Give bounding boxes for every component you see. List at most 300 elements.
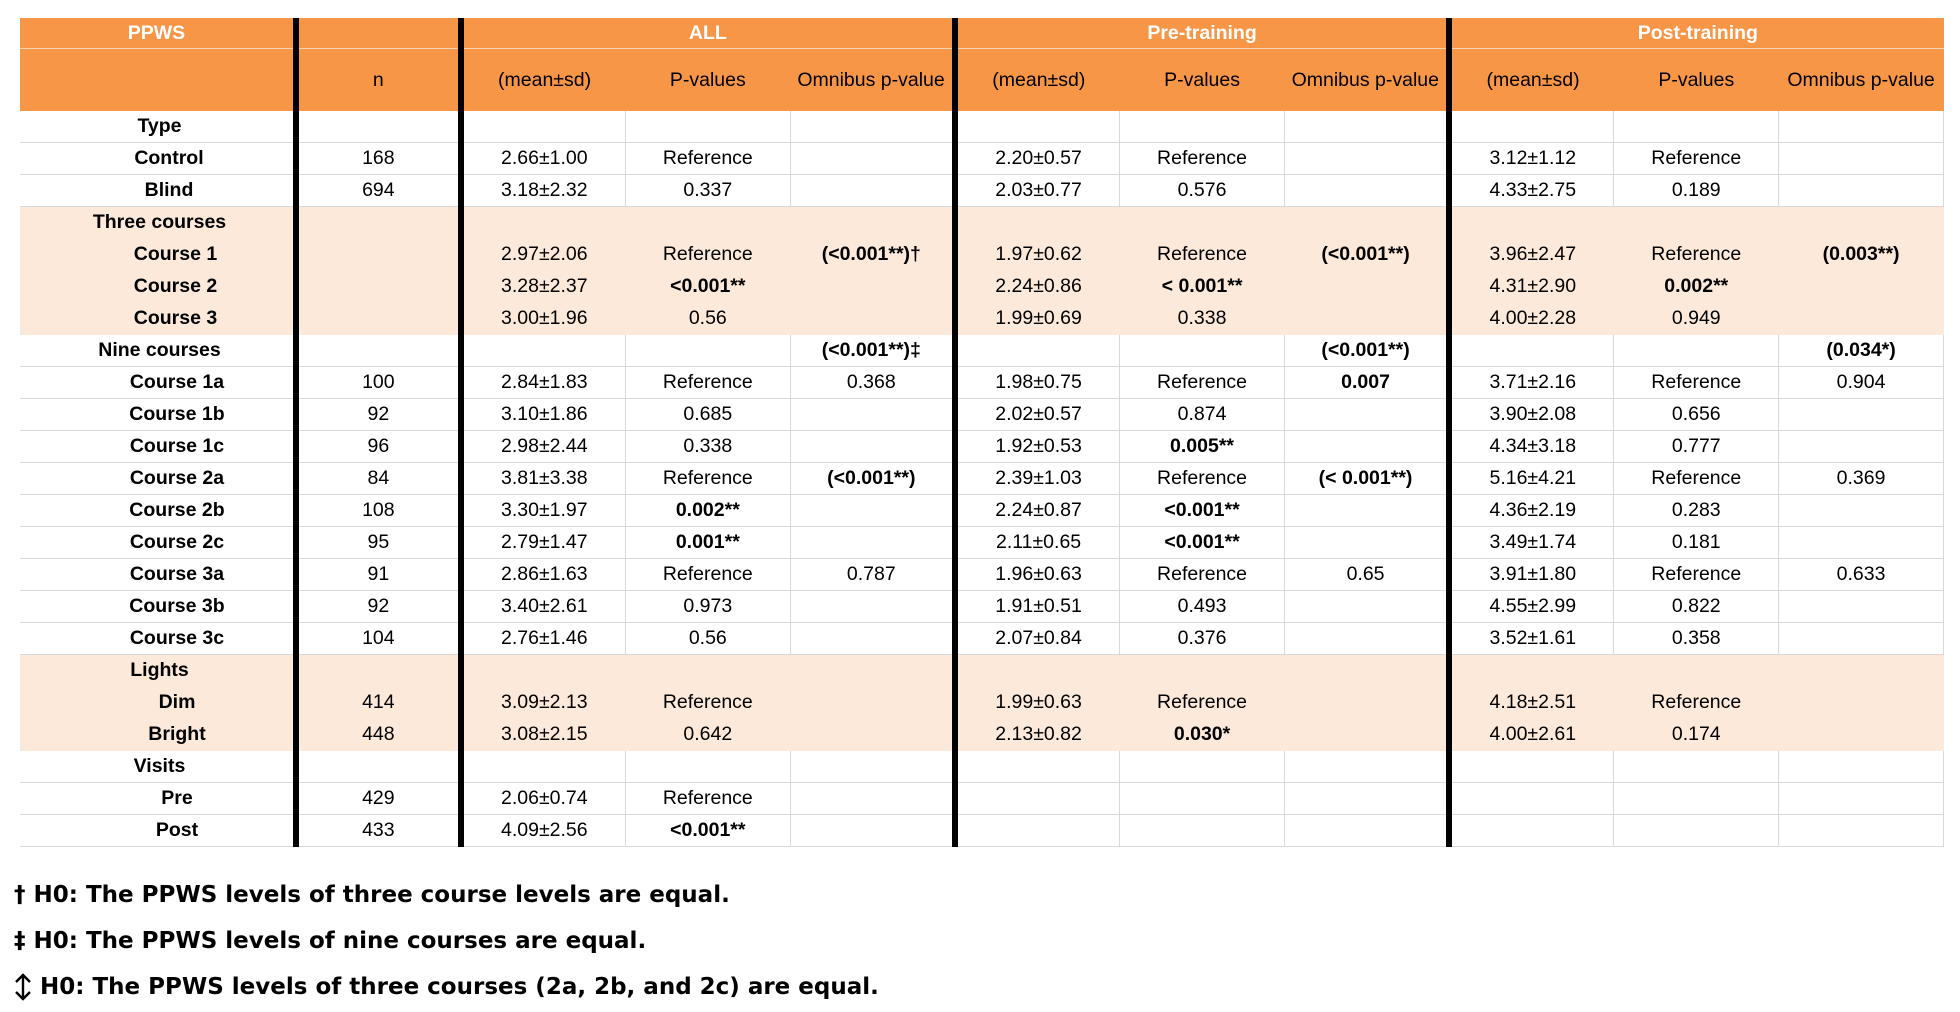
cell-pre-mean: [955, 815, 1120, 847]
dagger-mark: †: [14, 882, 26, 908]
results-table-container: [20, 18, 1944, 847]
cell-post-p: [1614, 207, 1779, 239]
cell-pre-p: < 0.001**: [1120, 271, 1285, 303]
cell-all-omni: (<0.001**)†: [790, 239, 955, 271]
table-row: [20, 495, 1944, 527]
cell-post-mean: [1449, 751, 1614, 783]
cell-all-mean: 2.84±1.83: [461, 367, 626, 399]
table-row: [20, 527, 1944, 559]
cell-n: 429: [296, 783, 461, 815]
cell-post-mean: 5.16±4.21: [1449, 463, 1614, 495]
cell-all-p: [625, 655, 790, 687]
cell-post-omni: [1779, 175, 1944, 207]
row-label: Course 2c: [20, 527, 296, 559]
cell-post-mean: 4.34±3.18: [1449, 431, 1614, 463]
cell-post-p: Reference: [1614, 463, 1779, 495]
table-row: [20, 687, 1944, 719]
cell-post-mean: 3.91±1.80: [1449, 559, 1614, 591]
header-all-mean: (mean±sd): [461, 49, 626, 112]
footnote-nine-courses: [14, 918, 879, 964]
header-post-omnibus: Omnibus p-value: [1779, 49, 1944, 112]
cell-post-omni: [1779, 591, 1944, 623]
cell-all-omni: [790, 687, 955, 719]
cell-post-mean: 4.31±2.90: [1449, 271, 1614, 303]
cell-all-mean: 3.28±2.37: [461, 271, 626, 303]
cell-all-p: Reference: [625, 559, 790, 591]
cell-post-p: Reference: [1614, 239, 1779, 271]
cell-all-mean: 2.97±2.06: [461, 239, 626, 271]
row-label: Course 3c: [20, 623, 296, 655]
cell-all-mean: 4.09±2.56: [461, 815, 626, 847]
cell-all-omni: (<0.001**)‡: [790, 335, 955, 367]
footnote-text: H0: The PPWS levels of three courses (2a, 2b, and 2c) are equal.: [40, 974, 879, 1000]
cell-all-p: [625, 207, 790, 239]
cell-pre-mean: 1.99±0.69: [955, 303, 1120, 335]
header-pre-p: P-values: [1120, 49, 1285, 112]
cell-n: [296, 335, 461, 367]
cell-pre-p: [1120, 111, 1285, 143]
cell-pre-mean: 2.20±0.57: [955, 143, 1120, 175]
cell-pre-p: [1120, 335, 1285, 367]
cell-all-p: [625, 111, 790, 143]
cell-all-omni: [790, 815, 955, 847]
table-row: [20, 719, 1944, 751]
header-all: ALL: [461, 18, 955, 49]
table-row: [20, 559, 1944, 591]
header-post-mean: (mean±sd): [1449, 49, 1614, 112]
table-row: [20, 303, 1944, 335]
cell-post-mean: [1449, 335, 1614, 367]
row-label: Bright: [20, 719, 296, 751]
cell-pre-omni: [1284, 687, 1449, 719]
cell-pre-omni: [1284, 751, 1449, 783]
cell-all-p: 0.338: [625, 431, 790, 463]
cell-pre-omni: [1284, 271, 1449, 303]
cell-all-p: Reference: [625, 143, 790, 175]
row-label: Course 1: [20, 239, 296, 271]
footnotes: [14, 872, 879, 1010]
table-row: [20, 175, 1944, 207]
cell-pre-omni: [1284, 111, 1449, 143]
table-row: [20, 367, 1944, 399]
cell-pre-p: [1120, 815, 1285, 847]
cell-n: 694: [296, 175, 461, 207]
cell-pre-omni: [1284, 591, 1449, 623]
cell-pre-omni: [1284, 495, 1449, 527]
cell-pre-mean: 2.24±0.87: [955, 495, 1120, 527]
cell-n: 108: [296, 495, 461, 527]
cell-all-p: 0.685: [625, 399, 790, 431]
cell-all-mean: 2.79±1.47: [461, 527, 626, 559]
row-label: Post: [20, 815, 296, 847]
cell-post-p: Reference: [1614, 559, 1779, 591]
cell-all-omni: [790, 207, 955, 239]
table-row: [20, 463, 1944, 495]
cell-all-omni: [790, 719, 955, 751]
cell-pre-omni: [1284, 399, 1449, 431]
cell-n: 96: [296, 431, 461, 463]
cell-post-omni: [1779, 111, 1944, 143]
cell-post-p: Reference: [1614, 143, 1779, 175]
cell-post-p: [1614, 111, 1779, 143]
cell-n: 414: [296, 687, 461, 719]
cell-pre-p: 0.005**: [1120, 431, 1285, 463]
cell-post-p: Reference: [1614, 687, 1779, 719]
table-group-row: [20, 207, 1944, 239]
cell-pre-p: [1120, 655, 1285, 687]
cell-all-mean: [461, 111, 626, 143]
row-label: Lights: [20, 655, 296, 687]
cell-post-mean: [1449, 783, 1614, 815]
cell-pre-mean: 1.92±0.53: [955, 431, 1120, 463]
cell-pre-mean: [955, 751, 1120, 783]
table-group-row: [20, 111, 1944, 143]
table-row: [20, 143, 1944, 175]
footnote-course-2: [14, 964, 879, 1010]
cell-pre-mean: [955, 111, 1120, 143]
cell-post-omni: [1779, 303, 1944, 335]
cell-post-mean: 3.49±1.74: [1449, 527, 1614, 559]
header-pre-training: Pre-training: [955, 18, 1449, 49]
header-post-p: P-values: [1614, 49, 1779, 112]
row-label: Type: [20, 111, 296, 143]
cell-pre-omni: (< 0.001**): [1284, 463, 1449, 495]
cell-pre-mean: 2.24±0.86: [955, 271, 1120, 303]
cell-all-omni: [790, 431, 955, 463]
cell-post-p: 0.656: [1614, 399, 1779, 431]
table-row: [20, 399, 1944, 431]
cell-post-omni: [1779, 271, 1944, 303]
table-group-row: [20, 335, 1944, 367]
cell-pre-omni: [1284, 431, 1449, 463]
cell-all-p: Reference: [625, 239, 790, 271]
cell-all-omni: [790, 527, 955, 559]
cell-post-mean: [1449, 207, 1614, 239]
cell-pre-omni: 0.007: [1284, 367, 1449, 399]
cell-post-p: 0.822: [1614, 591, 1779, 623]
cell-all-omni: [790, 591, 955, 623]
cell-n: 92: [296, 399, 461, 431]
cell-post-mean: [1449, 655, 1614, 687]
row-label: Three courses: [20, 207, 296, 239]
row-label: Blind: [20, 175, 296, 207]
cell-pre-mean: [955, 655, 1120, 687]
cell-n: [296, 271, 461, 303]
cell-all-omni: [790, 111, 955, 143]
cell-all-mean: 2.66±1.00: [461, 143, 626, 175]
cell-pre-mean: 1.99±0.63: [955, 687, 1120, 719]
cell-all-mean: 2.06±0.74: [461, 783, 626, 815]
cell-pre-p: Reference: [1120, 463, 1285, 495]
cell-pre-omni: [1284, 143, 1449, 175]
cell-pre-p: Reference: [1120, 239, 1285, 271]
cell-pre-omni: [1284, 783, 1449, 815]
cell-all-omni: 0.787: [790, 559, 955, 591]
cell-post-mean: 4.00±2.28: [1449, 303, 1614, 335]
header-row-groups: [20, 18, 1944, 49]
row-label: Course 2: [20, 271, 296, 303]
cell-pre-mean: [955, 207, 1120, 239]
cell-pre-omni: 0.65: [1284, 559, 1449, 591]
cell-pre-mean: 2.03±0.77: [955, 175, 1120, 207]
cell-all-omni: [790, 303, 955, 335]
header-label-blank: [20, 49, 296, 112]
cell-all-mean: 2.76±1.46: [461, 623, 626, 655]
cell-post-mean: 3.52±1.61: [1449, 623, 1614, 655]
cell-all-omni: [790, 783, 955, 815]
cell-pre-p: 0.376: [1120, 623, 1285, 655]
cell-all-mean: 3.08±2.15: [461, 719, 626, 751]
cell-post-omni: [1779, 495, 1944, 527]
cell-pre-omni: [1284, 655, 1449, 687]
cell-all-omni: [790, 655, 955, 687]
cell-pre-p: <0.001**: [1120, 495, 1285, 527]
cell-post-omni: 0.904: [1779, 367, 1944, 399]
cell-pre-omni: [1284, 527, 1449, 559]
cell-all-p: 0.56: [625, 303, 790, 335]
cell-all-p: Reference: [625, 687, 790, 719]
cell-all-p: [625, 751, 790, 783]
cell-post-mean: [1449, 111, 1614, 143]
cell-all-omni: [790, 623, 955, 655]
table-row: [20, 591, 1944, 623]
cell-n: 168: [296, 143, 461, 175]
cell-n: 92: [296, 591, 461, 623]
cell-n: 448: [296, 719, 461, 751]
cell-n: [296, 207, 461, 239]
ppws-results-table: [20, 18, 1944, 847]
cell-all-mean: 3.40±2.61: [461, 591, 626, 623]
cell-all-omni: (<0.001**): [790, 463, 955, 495]
cell-pre-p: Reference: [1120, 559, 1285, 591]
header-all-omnibus: Omnibus p-value: [790, 49, 955, 112]
cell-post-p: 0.189: [1614, 175, 1779, 207]
cell-all-mean: 3.30±1.97: [461, 495, 626, 527]
cell-all-p: 0.642: [625, 719, 790, 751]
cell-all-p: [625, 335, 790, 367]
cell-post-mean: 4.18±2.51: [1449, 687, 1614, 719]
row-label: Nine courses: [20, 335, 296, 367]
cell-pre-omni: [1284, 175, 1449, 207]
cell-all-omni: 0.368: [790, 367, 955, 399]
cell-post-omni: [1779, 687, 1944, 719]
cell-post-p: 0.174: [1614, 719, 1779, 751]
cell-pre-mean: [955, 783, 1120, 815]
row-label: Control: [20, 143, 296, 175]
cell-all-mean: 3.81±3.38: [461, 463, 626, 495]
cell-all-mean: [461, 335, 626, 367]
cell-pre-mean: 2.11±0.65: [955, 527, 1120, 559]
footnote-text: H0: The PPWS levels of nine courses are equal.: [33, 928, 647, 954]
cell-n: [296, 111, 461, 143]
header-all-p: P-values: [625, 49, 790, 112]
cell-all-p: 0.56: [625, 623, 790, 655]
cell-pre-p: 0.576: [1120, 175, 1285, 207]
header-blank-n: [296, 18, 461, 49]
cell-all-mean: [461, 655, 626, 687]
header-pre-mean: (mean±sd): [955, 49, 1120, 112]
cell-n: 91: [296, 559, 461, 591]
cell-all-mean: 2.98±2.44: [461, 431, 626, 463]
cell-n: 104: [296, 623, 461, 655]
cell-pre-mean: 2.02±0.57: [955, 399, 1120, 431]
cell-pre-p: Reference: [1120, 143, 1285, 175]
cell-n: 84: [296, 463, 461, 495]
cell-all-omni: [790, 175, 955, 207]
cell-pre-mean: 1.97±0.62: [955, 239, 1120, 271]
cell-post-p: [1614, 815, 1779, 847]
table-row: [20, 271, 1944, 303]
cell-pre-omni: [1284, 815, 1449, 847]
cell-n: [296, 751, 461, 783]
cell-pre-mean: 2.13±0.82: [955, 719, 1120, 751]
cell-post-p: [1614, 783, 1779, 815]
row-label: Course 1b: [20, 399, 296, 431]
cell-pre-mean: 2.07±0.84: [955, 623, 1120, 655]
cell-post-omni: [1779, 719, 1944, 751]
cell-post-omni: 0.369: [1779, 463, 1944, 495]
cell-pre-omni: [1284, 719, 1449, 751]
cell-post-mean: 4.00±2.61: [1449, 719, 1614, 751]
cell-all-p: 0.001**: [625, 527, 790, 559]
table-row: [20, 623, 1944, 655]
cell-post-omni: [1779, 623, 1944, 655]
header-ppws: PPWS: [20, 18, 296, 49]
cell-n: [296, 303, 461, 335]
cell-post-omni: [1779, 431, 1944, 463]
cell-all-omni: [790, 751, 955, 783]
cell-n: 100: [296, 367, 461, 399]
cell-post-mean: 3.71±2.16: [1449, 367, 1614, 399]
cell-all-mean: 3.18±2.32: [461, 175, 626, 207]
cell-post-omni: [1779, 143, 1944, 175]
cell-pre-p: 0.874: [1120, 399, 1285, 431]
row-label: Course 3: [20, 303, 296, 335]
cell-pre-p: [1120, 751, 1285, 783]
cell-pre-p: [1120, 783, 1285, 815]
cell-post-omni: [1779, 207, 1944, 239]
cell-post-p: 0.777: [1614, 431, 1779, 463]
cell-all-p: 0.337: [625, 175, 790, 207]
cell-post-mean: 4.33±2.75: [1449, 175, 1614, 207]
cell-post-p: 0.283: [1614, 495, 1779, 527]
cell-post-mean: 3.12±1.12: [1449, 143, 1614, 175]
cell-post-mean: 4.36±2.19: [1449, 495, 1614, 527]
table-row: [20, 431, 1944, 463]
cell-pre-mean: [955, 335, 1120, 367]
cell-post-omni: [1779, 815, 1944, 847]
cell-post-p: 0.949: [1614, 303, 1779, 335]
cell-pre-p: Reference: [1120, 367, 1285, 399]
cell-post-omni: [1779, 527, 1944, 559]
double-dagger-mark: ‡: [14, 928, 26, 954]
cell-pre-omni: [1284, 623, 1449, 655]
cell-post-p: [1614, 751, 1779, 783]
cell-n: [296, 655, 461, 687]
row-label: Course 1a: [20, 367, 296, 399]
cell-n: [296, 239, 461, 271]
cell-all-mean: [461, 751, 626, 783]
cell-pre-mean: 2.39±1.03: [955, 463, 1120, 495]
cell-pre-p: Reference: [1120, 687, 1285, 719]
cell-pre-mean: 1.96±0.63: [955, 559, 1120, 591]
row-label: Course 3a: [20, 559, 296, 591]
cell-post-p: [1614, 655, 1779, 687]
cell-all-omni: [790, 399, 955, 431]
cell-n: 433: [296, 815, 461, 847]
cell-pre-mean: 1.98±0.75: [955, 367, 1120, 399]
cell-post-p: 0.181: [1614, 527, 1779, 559]
cell-post-mean: 3.90±2.08: [1449, 399, 1614, 431]
row-label: Course 2b: [20, 495, 296, 527]
cell-post-omni: [1779, 655, 1944, 687]
row-label: Dim: [20, 687, 296, 719]
up-down-arrow-icon: [14, 973, 32, 1001]
table-row: [20, 239, 1944, 271]
cell-pre-p: 0.338: [1120, 303, 1285, 335]
cell-pre-p: 0.493: [1120, 591, 1285, 623]
header-pre-omnibus: Omnibus p-value: [1284, 49, 1449, 112]
row-label: Visits: [20, 751, 296, 783]
cell-pre-omni: [1284, 303, 1449, 335]
header-row-columns: [20, 49, 1944, 112]
cell-all-p: 0.973: [625, 591, 790, 623]
row-label: Course 3b: [20, 591, 296, 623]
cell-post-omni: 0.633: [1779, 559, 1944, 591]
cell-pre-p: 0.030*: [1120, 719, 1285, 751]
cell-post-p: [1614, 335, 1779, 367]
cell-post-mean: 3.96±2.47: [1449, 239, 1614, 271]
cell-all-p: Reference: [625, 367, 790, 399]
cell-all-p: <0.001**: [625, 271, 790, 303]
table-row: [20, 783, 1944, 815]
cell-pre-omni: [1284, 207, 1449, 239]
cell-all-p: <0.001**: [625, 815, 790, 847]
cell-pre-p: <0.001**: [1120, 527, 1285, 559]
cell-all-omni: [790, 495, 955, 527]
cell-post-omni: (0.003**): [1779, 239, 1944, 271]
row-label: Course 2a: [20, 463, 296, 495]
table-group-row: [20, 655, 1944, 687]
cell-n: 95: [296, 527, 461, 559]
table-row: [20, 815, 1944, 847]
cell-post-mean: 4.55±2.99: [1449, 591, 1614, 623]
cell-all-p: Reference: [625, 463, 790, 495]
cell-post-p: Reference: [1614, 367, 1779, 399]
cell-pre-p: [1120, 207, 1285, 239]
cell-all-mean: 3.09±2.13: [461, 687, 626, 719]
cell-all-omni: [790, 271, 955, 303]
row-label: Course 1c: [20, 431, 296, 463]
cell-all-p: 0.002**: [625, 495, 790, 527]
cell-all-p: Reference: [625, 783, 790, 815]
cell-post-omni: [1779, 783, 1944, 815]
table-group-row: [20, 751, 1944, 783]
header-n: n: [296, 49, 461, 112]
row-label: Pre: [20, 783, 296, 815]
footnote-text: H0: The PPWS levels of three course levels are equal.: [33, 882, 730, 908]
cell-post-omni: [1779, 751, 1944, 783]
cell-post-omni: [1779, 399, 1944, 431]
cell-all-omni: [790, 143, 955, 175]
cell-post-mean: [1449, 815, 1614, 847]
cell-pre-mean: 1.91±0.51: [955, 591, 1120, 623]
cell-pre-omni: (<0.001**): [1284, 335, 1449, 367]
cell-pre-omni: (<0.001**): [1284, 239, 1449, 271]
header-post-training: Post-training: [1449, 18, 1943, 49]
cell-all-mean: 3.00±1.96: [461, 303, 626, 335]
cell-all-mean: 2.86±1.63: [461, 559, 626, 591]
